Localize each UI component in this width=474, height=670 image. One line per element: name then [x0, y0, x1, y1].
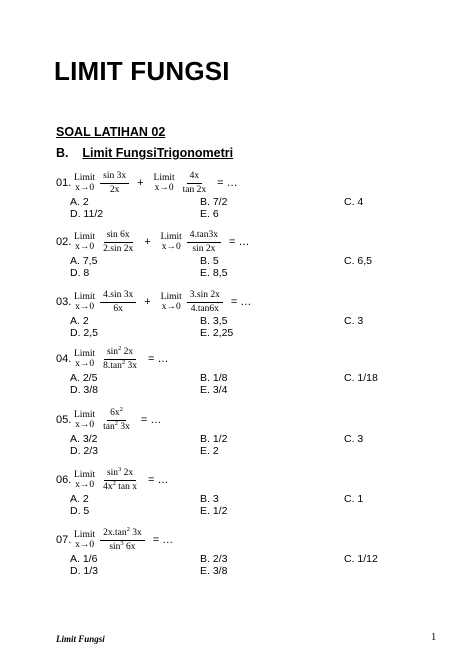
limit-subscript: x→0 [75, 420, 95, 430]
limit-operator [74, 292, 95, 312]
subsection-letter: B. [56, 146, 69, 160]
answer-option: C. 1 [344, 493, 364, 505]
answer-options [56, 372, 456, 399]
footer-title: Limit Fungsi [56, 634, 105, 644]
answer-option: E. 6 [200, 208, 219, 220]
answer-option: D. 3/8 [70, 384, 99, 396]
answer-option: A. 2 [70, 315, 89, 327]
question-line [56, 170, 456, 196]
limit-operator [161, 232, 182, 252]
fraction [180, 171, 209, 196]
fraction-denominator [106, 541, 138, 553]
answer-option: D. 2/3 [70, 445, 99, 457]
denominator-text: 3x [125, 360, 137, 371]
fraction [100, 290, 136, 315]
limit-word: Limit [74, 410, 96, 420]
page-title: LIMIT FUNGSI [54, 56, 230, 86]
numerator-text: 2x.tan [103, 527, 127, 538]
question-number: 04. [56, 353, 72, 365]
numerator-text: sin [106, 346, 119, 357]
problem-item [56, 289, 456, 342]
problem-item [56, 170, 456, 223]
limit-operator [74, 410, 95, 430]
page-number: 1 [431, 632, 437, 643]
question-line [56, 229, 456, 255]
limit-operator [161, 292, 182, 312]
answer-option: E. 3/4 [200, 384, 228, 396]
limit-subscript: x→0 [75, 359, 95, 369]
denominator-exponent: 2 [114, 419, 118, 427]
limit-word: Limit [74, 530, 96, 540]
answer-options [56, 196, 456, 223]
denominator-exponent: 2 [112, 479, 116, 487]
fraction-denominator [100, 360, 140, 372]
fraction-denominator: tan 2x [182, 184, 207, 195]
limit-operator [74, 530, 95, 550]
limit-word: Limit [153, 173, 175, 183]
limit-operator [74, 470, 95, 490]
limit-word: Limit [74, 470, 96, 480]
answer-option: E. 8,5 [200, 267, 228, 279]
fraction-numerator: 4.sin 3x [100, 290, 136, 303]
fraction-numerator [104, 465, 136, 481]
answer-option: A. 2/5 [70, 372, 98, 384]
answer-option: C. 6,5 [344, 255, 373, 267]
limit-operator [74, 232, 95, 252]
fraction [100, 344, 140, 372]
question-line [56, 346, 456, 372]
fraction [187, 290, 223, 315]
question-number: 02. [56, 236, 72, 248]
fraction-numerator: 3.sin 2x [187, 290, 223, 303]
question-number: 01. [56, 177, 72, 189]
answer-option: B. 1/8 [200, 372, 228, 384]
numerator-text: 2x [121, 467, 134, 478]
answer-option: C. 1/12 [344, 553, 378, 565]
numerator-text: 3x [129, 527, 142, 538]
answer-option: A. 2 [70, 196, 89, 208]
fraction-numerator: sin 3x [100, 171, 129, 184]
answer-option: A. 1/6 [70, 553, 98, 565]
numerator-exponent: 3 [118, 465, 122, 473]
fraction-denominator: 2.sin 2x [103, 243, 134, 254]
fraction [100, 525, 145, 553]
fraction-numerator: 4.tan3x [187, 230, 221, 243]
limit-subscript: x→0 [75, 302, 95, 312]
answer-option: E. 3/8 [200, 565, 228, 577]
denominator-text: 4x [103, 481, 113, 492]
answer-option: C. 4 [344, 196, 364, 208]
answer-option: A. 2 [70, 493, 89, 505]
fraction-denominator [100, 481, 140, 493]
answer-option: A. 3/2 [70, 433, 98, 445]
subsection-label: Limit FungsiTrigonometri [82, 146, 234, 160]
answer-option: C. 3 [344, 433, 364, 445]
limit-word: Limit [74, 232, 96, 242]
problem-item [56, 346, 456, 399]
denominator-exponent: 3 [120, 539, 124, 547]
answer-option: D. 1/3 [70, 565, 99, 577]
limit-subscript: x→0 [75, 183, 95, 193]
answer-option: D. 2,5 [70, 327, 99, 339]
plus-sign: + [137, 177, 144, 189]
limit-subscript: x→0 [154, 183, 174, 193]
problem-item [56, 527, 456, 580]
question-line [56, 467, 456, 493]
answer-option: C. 3 [344, 315, 364, 327]
fraction-denominator: 6x [113, 303, 123, 314]
answer-option: B. 5 [200, 255, 219, 267]
answer-options [56, 553, 456, 580]
numerator-text: sin [106, 467, 119, 478]
plus-sign: + [144, 236, 151, 248]
answer-option: E. 2 [200, 445, 219, 457]
question-number: 05. [56, 414, 72, 426]
limit-operator [74, 349, 95, 369]
limit-subscript: x→0 [75, 480, 95, 490]
limit-word: Limit [160, 292, 182, 302]
answer-option: D. 5 [70, 505, 90, 517]
equals-sign: = … [140, 414, 162, 426]
limit-subscript: x→0 [161, 242, 181, 252]
subsection-heading [56, 146, 233, 160]
question-line [56, 527, 456, 553]
limit-operator [154, 173, 175, 193]
fraction [100, 405, 133, 433]
equals-sign: = … [147, 353, 169, 365]
fraction-numerator: sin 6x [104, 230, 133, 243]
denominator-text: sin [109, 541, 121, 552]
answer-option: B. 7/2 [200, 196, 228, 208]
fraction [187, 230, 221, 255]
numerator-text: 2x [121, 346, 134, 357]
fraction [100, 171, 129, 196]
denominator-text: 3x [117, 421, 130, 432]
limit-word: Limit [74, 292, 96, 302]
fraction-denominator: 4.tan6x [190, 303, 219, 314]
limit-word: Limit [74, 173, 96, 183]
limit-subscript: x→0 [161, 302, 181, 312]
numerator-text: 6x [110, 407, 120, 418]
fraction-numerator: 4x [187, 171, 203, 184]
fraction-denominator: 2x [109, 184, 120, 195]
problem-item [56, 467, 456, 520]
answer-option: D. 11/2 [70, 208, 104, 220]
answer-options [56, 433, 456, 460]
fraction [100, 230, 136, 255]
fraction-denominator [100, 421, 133, 433]
answer-option: D. 8 [70, 267, 90, 279]
answer-options [56, 493, 456, 520]
denominator-text: tan x [115, 481, 137, 492]
equals-sign: = … [230, 296, 252, 308]
limit-word: Limit [160, 232, 182, 242]
answer-option: A. 7,5 [70, 255, 98, 267]
denominator-text: 6x [123, 541, 136, 552]
answer-option: E. 1/2 [200, 505, 228, 517]
answer-option: B. 1/2 [200, 433, 228, 445]
answer-option: B. 3,5 [200, 315, 228, 327]
answer-option: B. 3 [200, 493, 219, 505]
equals-sign: = … [147, 474, 169, 486]
answer-option: B. 2/3 [200, 553, 228, 565]
numerator-exponent: 2 [126, 525, 130, 533]
question-line [56, 289, 456, 315]
section-heading: SOAL LATIHAN 02 [56, 125, 166, 139]
denominator-text: tan [103, 421, 115, 432]
equals-sign: = … [217, 177, 238, 189]
answer-option: E. 2,25 [200, 327, 234, 339]
answer-options [56, 255, 456, 282]
limit-word: Limit [74, 349, 96, 359]
equals-sign: = … [229, 236, 250, 248]
question-number: 06. [56, 474, 72, 486]
denominator-text: 8.tan [103, 360, 122, 371]
answer-options [56, 315, 456, 342]
denominator-exponent: 2 [121, 358, 126, 366]
question-line [56, 407, 456, 433]
equals-sign: = … [152, 534, 174, 546]
fraction-denominator: sin 2x [192, 243, 216, 254]
limit-subscript: x→0 [75, 242, 95, 252]
limit-subscript: x→0 [75, 540, 95, 550]
plus-sign: + [144, 296, 151, 308]
question-number: 07. [56, 534, 72, 546]
limit-operator [74, 173, 95, 193]
problem-item [56, 407, 456, 460]
fraction-numerator [104, 344, 136, 360]
question-number: 03. [56, 296, 72, 308]
numerator-exponent: 2 [119, 405, 123, 413]
numerator-exponent: 2 [118, 344, 122, 352]
answer-option: C. 1/18 [344, 372, 378, 384]
fraction [100, 465, 140, 493]
problem-item [56, 229, 456, 282]
